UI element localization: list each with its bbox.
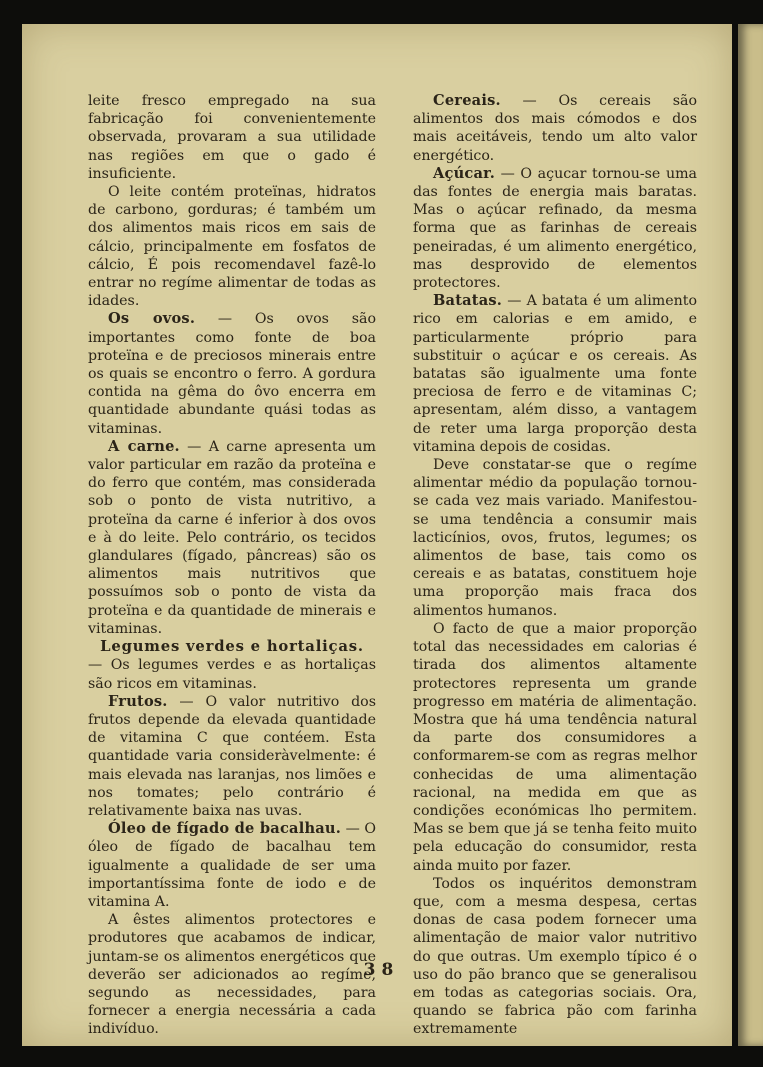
text-batatas: — A batata é um alimento rico em calorias e em amido, e particularmente próprio para substituir o açúcar e os cereais. As batatas são igualmente uma fonte preciosa de ferro e de vitaminas C; apresentam, além disso, a vantagem de reter uma larga proporção desta vitamina depois de cosidas.: [413, 293, 697, 455]
paragraph-regime-variado: Deve constatar-se que o regíme alimentar médio da população tornou-se cada vez mais variado. Manifestou-se uma tendência a consumir mais lacticínios, ovos, frutos, legumes; os alimentos de base, tais como os cereais e as batatas, constituem hoje uma proporção mais fraca dos alimentos humanos.: [413, 457, 697, 619]
text-carne: — A carne apresenta um valor particular em razão da proteïna e do ferro que contém, mas considerada sob o ponto de vista nutritivo, a proteïna da carne é inferior à dos ovos e à do leite. Pelo contrário, os tecidos glandulares (fígado, pâncreas) são os alimentos mais nutritivos que possuímos sob o ponto de vista da proteïna e da quantidade de minerais e vitaminas.: [88, 438, 376, 637]
heading-legumes: Legumes verdes e hortaliças.: [100, 638, 364, 656]
paragraph-leite-continued: leite fresco empregado na sua fabricação foi convenientemente observada, provaram a sua utilidade nas regiões em que o gado é insuficiente.: [88, 93, 376, 182]
section-acucar: [413, 165, 697, 292]
paragraph-inqueritos: Todos os inquéritos demonstram que, com a mesma despesa, certas donas de casa podem fornecer uma alimentação de maior valor nutritivo do que outras. Um exemplo típico é o uso do pão branco que se generalisou em todas as categorias sociais. Ora, quando se fabrica pão com farinha extremamente: [413, 875, 697, 1038]
text-frutos: — O valor nutritivo dos frutos depende da elevada quantidade de vitamina C que contéem. Esta quantidade varia consideràvelmente: é mais elevada nas laranjas, nos limões e nos tomates; pelo contrário é relativamente baixa nas uvas.: [88, 693, 376, 819]
section-cereais: [413, 92, 697, 165]
section-carne: [88, 438, 376, 638]
section-frutos: [88, 693, 376, 820]
heading-oleo: Óleo de fígado de bacalhau.: [108, 820, 342, 838]
heading-batatas: Batatas.: [433, 292, 503, 310]
text-ovos: — Os ovos são importantes como fonte de boa proteïna e de preciosos minerais entre os quais se encontro o ferro. A gordura contida na gêma do ôvo encerra em quantidade abundante quási todas as vitaminas.: [88, 311, 376, 437]
paragraph-leite: O leite contém proteïnas, hidratos de carbono, gorduras; é também um dos alimentos mais ricos em sais de cálcio, principalmente em fosfatos de cálcio, É pois recomendavel fazê-lo entrar no regíme alimentar de todas as idades.: [88, 184, 376, 310]
section-oleo: [88, 820, 376, 911]
heading-frutos: Frutos.: [108, 692, 168, 710]
heading-acucar: Açúcar.: [433, 164, 495, 182]
text-legumes: — Os legumes verdes e as hortaliças são ricos em vitaminas.: [88, 657, 376, 692]
paragraph-alimentos-energeticos: A êstes alimentos protectores e produtores que acabamos de indicar, juntam-se os alimentos energéticos que deverão ser adicionados ao regíme, segundo as necessidades, para fornecer a energia necessária a cada indivíduo.: [88, 912, 376, 1038]
text-acucar: — O açucar tornou-se uma das fontes de energia mais baratas. Mas o açúcar refinado, da mesma forma que as farinhas de cereais peneiradas, é um alimento energético, mas desprovido de elementos protectores.: [413, 165, 697, 292]
text-oleo: — O óleo de fígado de bacalhau tem igualmente a qualidade de ser uma importantíssima fonte de iodo e de vitamina A.: [88, 821, 377, 910]
left-column: [88, 92, 376, 1039]
paragraph-progresso: O facto de que a maior proporção total das necessidades em calorias é tirada dos alimentos altamente protectores representa um grande progresso em matéria de alimentação. Mostra que há uma tendência natural da parte dos consumidores a conformarem-se com as regras melhor conhecidas de uma alimentação racional, na medida em que as condições económicas lho permitem. Mas se bem que já se tenha feito muito pela educação do consumidor, resta ainda muito por fazer.: [413, 620, 697, 874]
heading-cereais: Cereais.: [433, 92, 501, 109]
text-cereais: — Os cereais são alimentos dos mais cómodos e dos mais aceitáveis, tendo um alto valor energético.: [413, 93, 697, 164]
section-batatas: [413, 292, 697, 456]
heading-carne: A carne.: [108, 437, 180, 455]
heading-ovos: Os ovos.: [108, 310, 196, 328]
page-number: 38: [363, 960, 400, 980]
right-column: [413, 92, 697, 1039]
next-page-edge: [738, 24, 763, 1046]
section-ovos: [88, 310, 376, 437]
